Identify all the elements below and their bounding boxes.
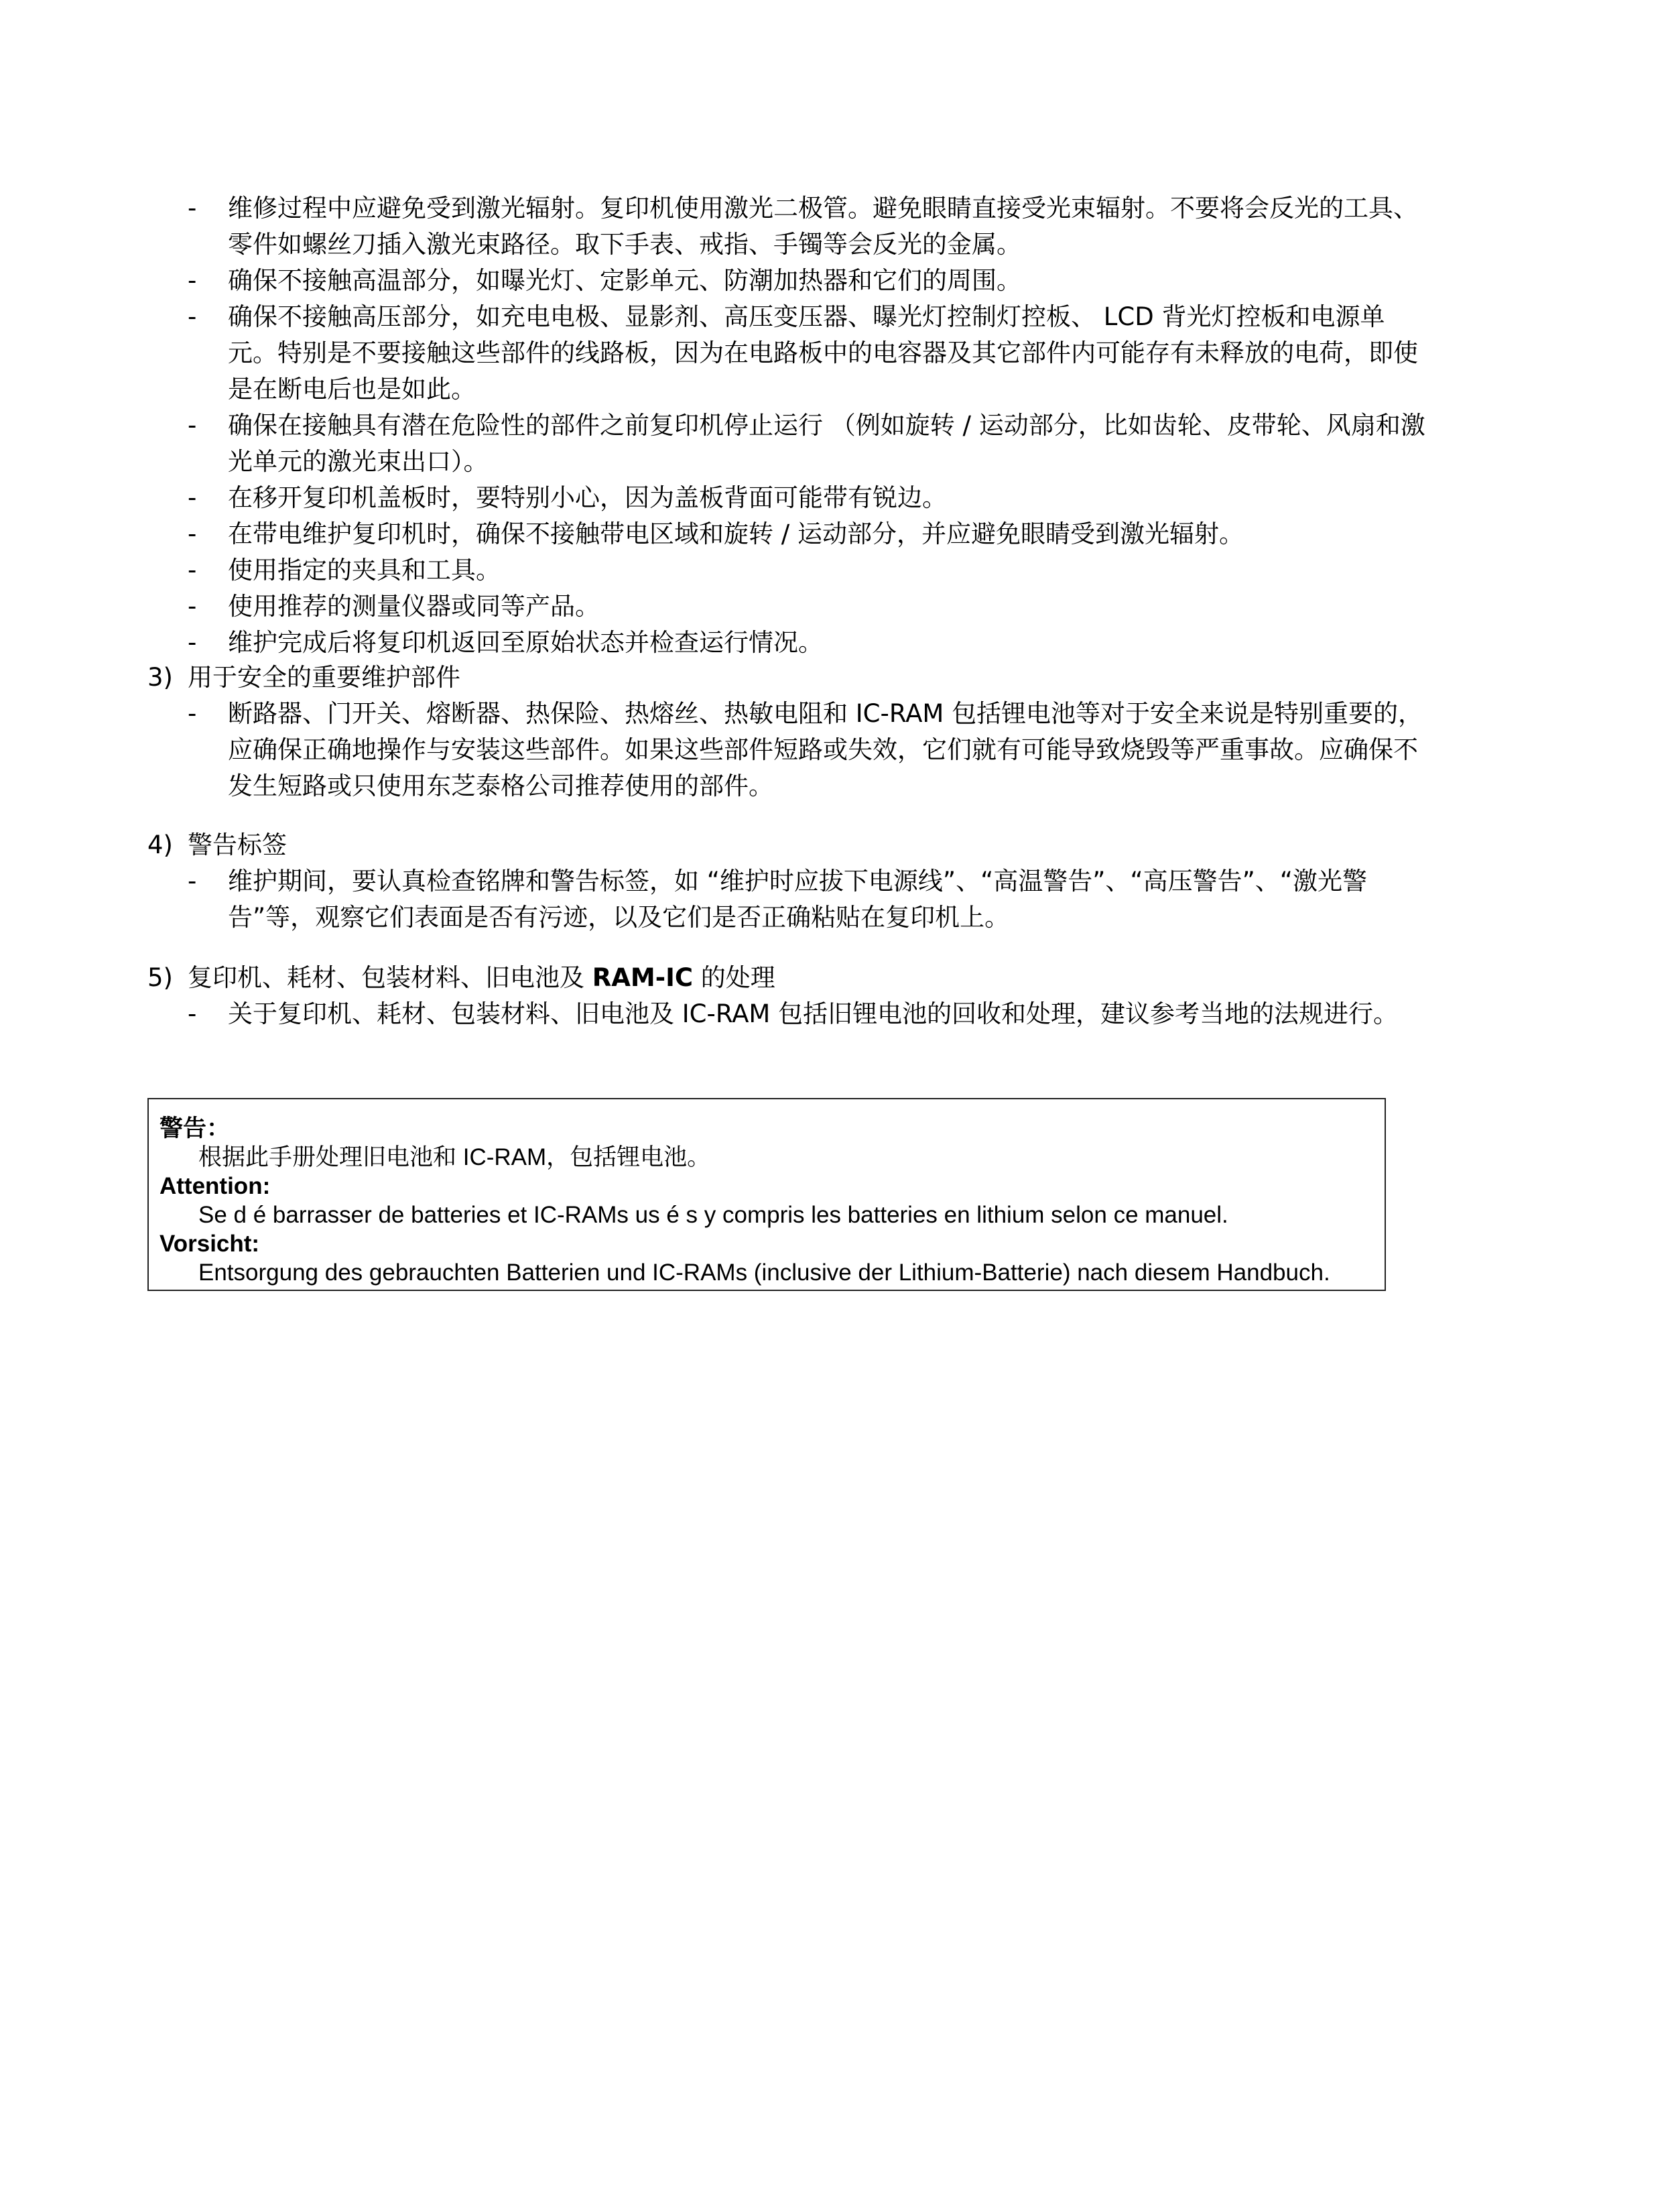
section-3-heading bbox=[147, 660, 460, 696]
bullet-dash: - bbox=[188, 194, 197, 223]
warning-text-de: Entsorgung des gebrauchten Batterien und IC-RAMs (inclusive der Lithium-Batterie) nach diesem Handbuch. bbox=[198, 1259, 1330, 1286]
warning-text-fr: Se d é barrasser de batteries et IC-RAMs us é s y compris les batteries en lithium selon ce manuel. bbox=[198, 1202, 1228, 1228]
section-3-list bbox=[0, 696, 1662, 804]
list-item bbox=[0, 996, 1427, 1032]
bullet-dash: - bbox=[188, 266, 197, 295]
bullet-dash: - bbox=[188, 699, 197, 728]
list-item-text: 在带电维护复印机时，确保不接触带电区域和旋转 / 运动部分，并应避免眼睛受到激光辐射。 bbox=[228, 519, 1244, 548]
section-title: 用于安全的重要维护部件 bbox=[188, 663, 460, 692]
list-item-text: 维护期间，要认真检查铭牌和警告标签，如 “维护时应拔下电源线”、“高温警告”、“高压警告”、“激光警告”等，观察它们表面是否有污迹，以及它们是否正确粘贴在复印机上。 bbox=[228, 867, 1367, 932]
bullet-dash: - bbox=[188, 867, 197, 896]
bullet-dash: - bbox=[188, 999, 197, 1028]
warning-text-cn: 根据此手册处理旧电池和 IC-RAM，包括锂电池。 bbox=[198, 1144, 711, 1170]
bullet-dash: - bbox=[188, 628, 197, 657]
list-item bbox=[0, 863, 1427, 936]
section-5-heading bbox=[147, 960, 775, 996]
list-item bbox=[0, 190, 1427, 263]
list-item bbox=[0, 589, 1427, 625]
list-item-text: 维修过程中应避免受到激光辐射。复印机使用激光二极管。避免眼睛直接受光束辐射。不要将会反光的工具、零件如螺丝刀插入激光束路径。取下手表、戒指、手镯等会反光的金属。 bbox=[228, 194, 1418, 259]
list-item bbox=[0, 408, 1427, 480]
section-5-list bbox=[0, 996, 1662, 1032]
section-number: 3) bbox=[147, 663, 173, 692]
warning-label-de: Vorsicht: bbox=[159, 1231, 260, 1257]
list-item-text: 确保在接触具有潜在危险性的部件之前复印机停止运行 （例如旋转 / 运动部分，比如齿轮、皮带轮、风扇和激光单元的激光束出口）。 bbox=[228, 411, 1425, 476]
section-title-suffix: 的处理 bbox=[700, 963, 775, 992]
list-item bbox=[0, 516, 1427, 552]
list-item bbox=[0, 299, 1427, 408]
bullet-dash: - bbox=[188, 592, 197, 621]
list-item-text: 维护完成后将复印机返回至原始状态并检查运行情况。 bbox=[228, 628, 823, 657]
list-item bbox=[0, 552, 1427, 589]
bullet-dash: - bbox=[188, 556, 197, 585]
service-precautions-list bbox=[0, 190, 1662, 661]
battery-warning-box bbox=[147, 1098, 1386, 1291]
list-item-text: 确保不接触高温部分，如曝光灯、定影单元、防潮加热器和它们的周围。 bbox=[228, 266, 1021, 295]
bullet-dash: - bbox=[188, 411, 197, 440]
list-item-text: 在移开复印机盖板时，要特别小心，因为盖板背面可能带有锐边。 bbox=[228, 483, 947, 512]
section-4-list bbox=[0, 863, 1662, 936]
list-item bbox=[0, 696, 1427, 804]
list-item-text: 断路器、门开关、熔断器、热保险、热熔丝、热敏电阻和 IC-RAM 包括锂电池等对于安全来说是特别重要的，应确保正确地操作与安装这些部件。如果这些部件短路或失效，它们就有可能导致烧毁等严重事故。应确保不发生短路或只使用东芝泰格公司推荐使用的部件。 bbox=[228, 699, 1423, 800]
warning-label-cn: 警告： bbox=[159, 1115, 231, 1142]
section-title: 警告标签 bbox=[188, 831, 287, 859]
list-item-text: 使用推荐的测量仪器或同等产品。 bbox=[228, 592, 600, 621]
bullet-dash: - bbox=[188, 483, 197, 512]
section-4-heading bbox=[147, 827, 287, 863]
section-title-bold: RAM-IC bbox=[592, 963, 693, 992]
section-number: 4) bbox=[147, 831, 173, 859]
list-item bbox=[0, 263, 1427, 299]
bullet-dash: - bbox=[188, 302, 197, 331]
section-title-prefix: 复印机、耗材、包装材料、旧电池及 bbox=[188, 963, 584, 992]
list-item bbox=[0, 625, 1427, 661]
list-item-text: 使用指定的夹具和工具。 bbox=[228, 556, 501, 585]
list-item bbox=[0, 480, 1427, 516]
list-item-text: 确保不接触高压部分，如充电电极、显影剂、高压变压器、曝光灯控制灯控板、 LCD 背光灯控板和电源单元。特别是不要接触这些部件的线路板，因为在电路板中的电容器及其它部件内可能存有未释放的电荷，即使是在断电后也是如此。 bbox=[228, 302, 1418, 404]
warning-label-fr: Attention: bbox=[159, 1173, 271, 1199]
list-item-text: 关于复印机、耗材、包装材料、旧电池及 IC-RAM 包括旧锂电池的回收和处理，建议参考当地的法规进行。 bbox=[228, 999, 1399, 1028]
section-number: 5) bbox=[147, 963, 173, 992]
bullet-dash: - bbox=[188, 519, 197, 548]
